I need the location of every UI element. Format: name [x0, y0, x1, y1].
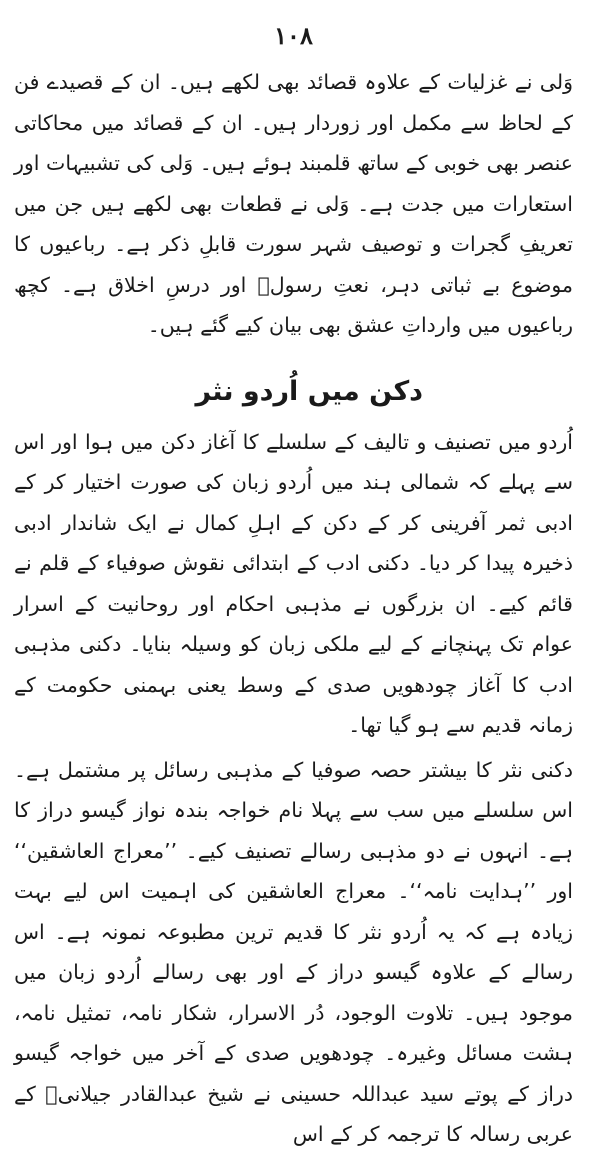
paragraph-wali-qasaid: وَلی نے غزلیات کے علاوہ قصائد بھی لکھے ہیں۔ ان کے قصیدے فن کے لحاظ سے مکمل اور زوردار ہیں۔ ان کے قصائد میں محاکاتی عنصر بھی خوبی کے ساتھ قلمبند ہوئے ہیں۔ وَلی کی تشبیہات اور استعارات میں جدت ہے۔ وَلی نے قطعات بھی لکھے ہیں جن میں تعریفِ گجرات و توصیف شہر سورت قابلِ ذکر ہے۔ رباعیوں کا موضوع بے ثباتی دہر، نعتِ رسولؐ اور درسِ اخلاق ہے۔ کچھ رباعیوں میں وارداتِ عشق بھی بیان کیے گئے ہیں۔ [14, 70, 573, 337]
paragraph-sufi-treatises: دکنی نثر کا بیشتر حصہ صوفیا کے مذہبی رسائل پر مشتمل ہے۔ اس سلسلے میں سب سے پہلا نام خواجہ بندہ نواز گیسو دراز کا ہے۔ انہوں نے دو مذہبی رسالے تصنیف کیے۔ ’’معراج العاشقین‘‘ اور ’’ہدایت نامہ‘‘۔ معراج العاشقین کی اہمیت اس لیے بہت زیادہ ہے کہ یہ اُردو نثر کا قدیم ترین مطبوعہ نمونہ ہے۔ اس رسالے کے علاوہ گیسو دراز کے اور بھی رسالے اُردو زبان میں موجود ہیں۔ تلاوت الوجود، دُر الاسرار، شکار نامہ، تمثیل نامہ، ہشت مسائل وغیرہ۔ چودھویں صدی کے آخر میں خواجہ گیسو دراز کے پوتے سید عبداللہ حسینی نے شیخ عبدالقادر جیلانیؒ کے عربی رسالہ کا ترجمہ کر کے اس [14, 757, 573, 1146]
page-number: ۱۰۸ [274, 21, 313, 50]
section-heading: دکن میں اُردو نثر [195, 375, 423, 407]
paragraph-deccan-prose-origin: اُردو میں تصنیف و تالیف کے سلسلے کا آغاز دکن میں ہوا اور اس سے پہلے کہ شمالی ہند میں اُردو زبان کی صورت اختیار کر کے ادبی ثمر آفرینی کر کے دکن کے اہلِ کمال نے ایک شاندار ادبی ذخیرہ پیدا کر دیا۔ دکنی ادب کے ابتدائی نقوش صوفیاء کے قلم نے قائم کیے۔ ان بزرگوں نے مذہبی احکام اور روحانیت کے اسرار عوام تک پہنچانے کے لیے ملکی زبان کو وسیلہ بنایا۔ دکنی مذہبی ادب کا آغاز چودھویں صدی کے وسط یعنی بہمنی حکومت کے زمانہ قدیم سے ہو گیا تھا۔ [14, 429, 573, 737]
